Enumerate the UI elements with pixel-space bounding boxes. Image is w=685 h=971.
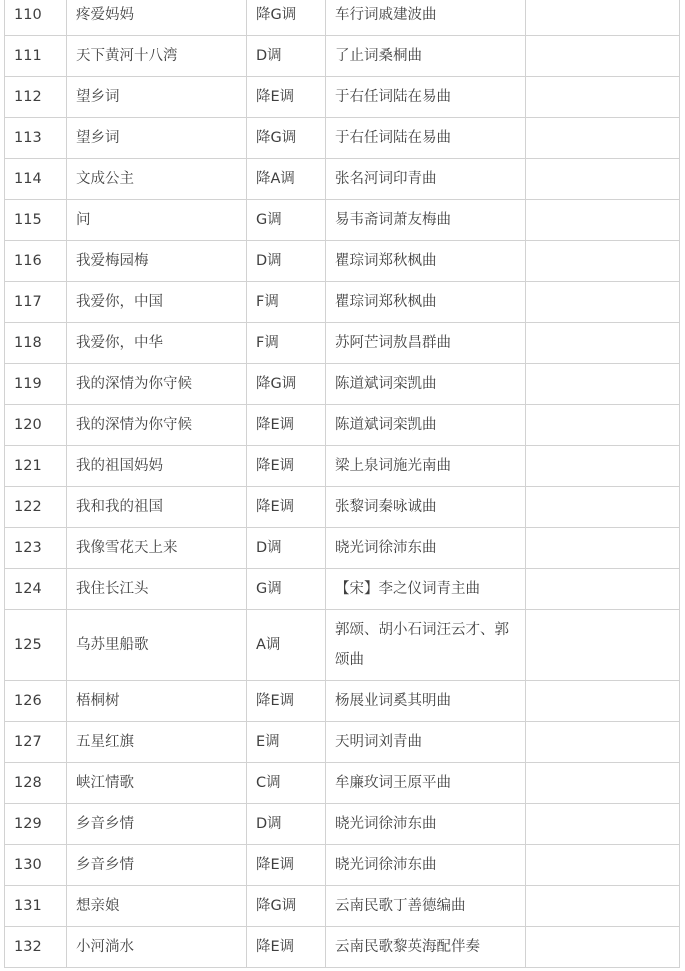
song-number-cell: 121 bbox=[5, 446, 67, 487]
song-credits-cell: 【宋】李之仪词青主曲 bbox=[326, 569, 526, 610]
song-credits-cell: 陈道斌词栾凯曲 bbox=[326, 405, 526, 446]
song-key-cell: 降E调 bbox=[247, 487, 326, 528]
song-title-cell: 疼爱妈妈 bbox=[67, 0, 247, 36]
song-key-cell: 降E调 bbox=[247, 845, 326, 886]
song-number-cell: 122 bbox=[5, 487, 67, 528]
song-table-body bbox=[5, 0, 680, 968]
song-key-cell: F调 bbox=[247, 282, 326, 323]
song-credits-cell: 张黎词秦咏诚曲 bbox=[326, 487, 526, 528]
song-note-cell bbox=[526, 0, 680, 36]
song-note-cell bbox=[526, 927, 680, 968]
song-key-cell: E调 bbox=[247, 722, 326, 763]
song-credits-cell: 于右任词陆在易曲 bbox=[326, 118, 526, 159]
song-title-cell: 望乡词 bbox=[67, 77, 247, 118]
song-number-cell: 124 bbox=[5, 569, 67, 610]
song-note-cell bbox=[526, 200, 680, 241]
song-title-cell: 我爱你，中国 bbox=[67, 282, 247, 323]
table-row bbox=[5, 241, 680, 282]
song-title-cell: 我爱梅园梅 bbox=[67, 241, 247, 282]
song-number-cell: 123 bbox=[5, 528, 67, 569]
song-key-cell: 降G调 bbox=[247, 886, 326, 927]
table-row bbox=[5, 282, 680, 323]
song-note-cell bbox=[526, 77, 680, 118]
song-number-cell: 131 bbox=[5, 886, 67, 927]
song-title-cell: 文成公主 bbox=[67, 159, 247, 200]
song-key-cell: 降G调 bbox=[247, 0, 326, 36]
song-number-cell: 118 bbox=[5, 323, 67, 364]
song-number-cell: 126 bbox=[5, 681, 67, 722]
table-row bbox=[5, 763, 680, 804]
song-credits-cell: 苏阿芒词敖昌群曲 bbox=[326, 323, 526, 364]
table-row bbox=[5, 722, 680, 763]
song-credits-cell: 云南民歌丁善德编曲 bbox=[326, 886, 526, 927]
song-key-cell: F调 bbox=[247, 323, 326, 364]
song-number-cell: 119 bbox=[5, 364, 67, 405]
song-credits-cell: 牟廉玫词王原平曲 bbox=[326, 763, 526, 804]
song-key-cell: 降G调 bbox=[247, 118, 326, 159]
song-note-cell bbox=[526, 487, 680, 528]
song-number-cell: 132 bbox=[5, 927, 67, 968]
table-row bbox=[5, 927, 680, 968]
song-note-cell bbox=[526, 446, 680, 487]
song-number-cell: 112 bbox=[5, 77, 67, 118]
song-note-cell bbox=[526, 845, 680, 886]
song-number-cell: 129 bbox=[5, 804, 67, 845]
table-row bbox=[5, 323, 680, 364]
song-note-cell bbox=[526, 282, 680, 323]
song-note-cell bbox=[526, 36, 680, 77]
song-note-cell bbox=[526, 405, 680, 446]
table-row bbox=[5, 681, 680, 722]
song-title-cell: 望乡词 bbox=[67, 118, 247, 159]
song-credits-cell: 郭颂、胡小石词汪云才、郭颂曲 bbox=[326, 610, 526, 681]
song-title-cell: 小河淌水 bbox=[67, 927, 247, 968]
song-title-cell: 乡音乡情 bbox=[67, 845, 247, 886]
song-key-cell: 降A调 bbox=[247, 159, 326, 200]
song-credits-cell: 梁上泉词施光南曲 bbox=[326, 446, 526, 487]
song-key-cell: G调 bbox=[247, 569, 326, 610]
song-key-cell: 降G调 bbox=[247, 364, 326, 405]
song-title-cell: 乌苏里船歌 bbox=[67, 610, 247, 681]
song-note-cell bbox=[526, 886, 680, 927]
song-title-cell: 想亲娘 bbox=[67, 886, 247, 927]
song-number-cell: 127 bbox=[5, 722, 67, 763]
song-title-cell: 问 bbox=[67, 200, 247, 241]
table-row bbox=[5, 200, 680, 241]
song-note-cell bbox=[526, 241, 680, 282]
song-key-cell: 降E调 bbox=[247, 446, 326, 487]
song-note-cell bbox=[526, 681, 680, 722]
song-key-cell: C调 bbox=[247, 763, 326, 804]
table-row bbox=[5, 405, 680, 446]
song-key-cell: D调 bbox=[247, 528, 326, 569]
song-title-cell: 我和我的祖国 bbox=[67, 487, 247, 528]
song-key-cell: 降E调 bbox=[247, 927, 326, 968]
table-row bbox=[5, 446, 680, 487]
table-row bbox=[5, 36, 680, 77]
song-number-cell: 114 bbox=[5, 159, 67, 200]
song-credits-cell: 晓光词徐沛东曲 bbox=[326, 845, 526, 886]
song-number-cell: 120 bbox=[5, 405, 67, 446]
song-number-cell: 115 bbox=[5, 200, 67, 241]
song-key-cell: A调 bbox=[247, 610, 326, 681]
song-title-cell: 我的深情为你守候 bbox=[67, 405, 247, 446]
song-number-cell: 130 bbox=[5, 845, 67, 886]
song-title-cell: 乡音乡情 bbox=[67, 804, 247, 845]
song-title-cell: 我的祖国妈妈 bbox=[67, 446, 247, 487]
song-note-cell bbox=[526, 118, 680, 159]
song-title-cell: 我爱你，中华 bbox=[67, 323, 247, 364]
song-key-cell: G调 bbox=[247, 200, 326, 241]
table-row bbox=[5, 364, 680, 405]
song-title-cell: 峡江情歌 bbox=[67, 763, 247, 804]
table-row bbox=[5, 118, 680, 159]
song-key-cell: 降E调 bbox=[247, 77, 326, 118]
song-credits-cell: 陈道斌词栾凯曲 bbox=[326, 364, 526, 405]
song-number-cell: 117 bbox=[5, 282, 67, 323]
song-number-cell: 128 bbox=[5, 763, 67, 804]
song-number-cell: 113 bbox=[5, 118, 67, 159]
song-note-cell bbox=[526, 569, 680, 610]
song-key-cell: 降E调 bbox=[247, 681, 326, 722]
table-row bbox=[5, 77, 680, 118]
song-number-cell: 116 bbox=[5, 241, 67, 282]
song-credits-cell: 天明词刘青曲 bbox=[326, 722, 526, 763]
song-credits-cell: 于右任词陆在易曲 bbox=[326, 77, 526, 118]
song-title-cell: 五星红旗 bbox=[67, 722, 247, 763]
song-note-cell bbox=[526, 364, 680, 405]
table-row bbox=[5, 569, 680, 610]
song-title-cell: 梧桐树 bbox=[67, 681, 247, 722]
song-note-cell bbox=[526, 528, 680, 569]
song-credits-cell: 张名河词印青曲 bbox=[326, 159, 526, 200]
song-credits-cell: 晓光词徐沛东曲 bbox=[326, 804, 526, 845]
song-title-cell: 我住长江头 bbox=[67, 569, 247, 610]
song-credits-cell: 了止词桑桐曲 bbox=[326, 36, 526, 77]
song-title-cell: 我像雪花天上来 bbox=[67, 528, 247, 569]
song-note-cell bbox=[526, 722, 680, 763]
table-row bbox=[5, 610, 680, 681]
song-note-cell bbox=[526, 804, 680, 845]
song-note-cell bbox=[526, 763, 680, 804]
song-table bbox=[4, 0, 680, 968]
table-row bbox=[5, 487, 680, 528]
table-row bbox=[5, 845, 680, 886]
song-credits-cell: 晓光词徐沛东曲 bbox=[326, 528, 526, 569]
song-credits-cell: 瞿琮词郑秋枫曲 bbox=[326, 282, 526, 323]
song-credits-cell: 易韦斋词萧友梅曲 bbox=[326, 200, 526, 241]
song-number-cell: 125 bbox=[5, 610, 67, 681]
song-note-cell bbox=[526, 159, 680, 200]
song-key-cell: D调 bbox=[247, 36, 326, 77]
song-number-cell: 110 bbox=[5, 0, 67, 36]
song-credits-cell: 瞿琮词郑秋枫曲 bbox=[326, 241, 526, 282]
song-key-cell: D调 bbox=[247, 241, 326, 282]
song-title-cell: 我的深情为你守候 bbox=[67, 364, 247, 405]
table-row bbox=[5, 886, 680, 927]
table-row bbox=[5, 804, 680, 845]
song-key-cell: D调 bbox=[247, 804, 326, 845]
table-row bbox=[5, 159, 680, 200]
song-title-cell: 天下黄河十八湾 bbox=[67, 36, 247, 77]
table-row bbox=[5, 0, 680, 36]
song-note-cell bbox=[526, 610, 680, 681]
song-credits-cell: 车行词戚建波曲 bbox=[326, 0, 526, 36]
song-credits-cell: 杨展业词奚其明曲 bbox=[326, 681, 526, 722]
table-row bbox=[5, 528, 680, 569]
song-key-cell: 降E调 bbox=[247, 405, 326, 446]
song-note-cell bbox=[526, 323, 680, 364]
song-number-cell: 111 bbox=[5, 36, 67, 77]
song-credits-cell: 云南民歌黎英海配伴奏 bbox=[326, 927, 526, 968]
